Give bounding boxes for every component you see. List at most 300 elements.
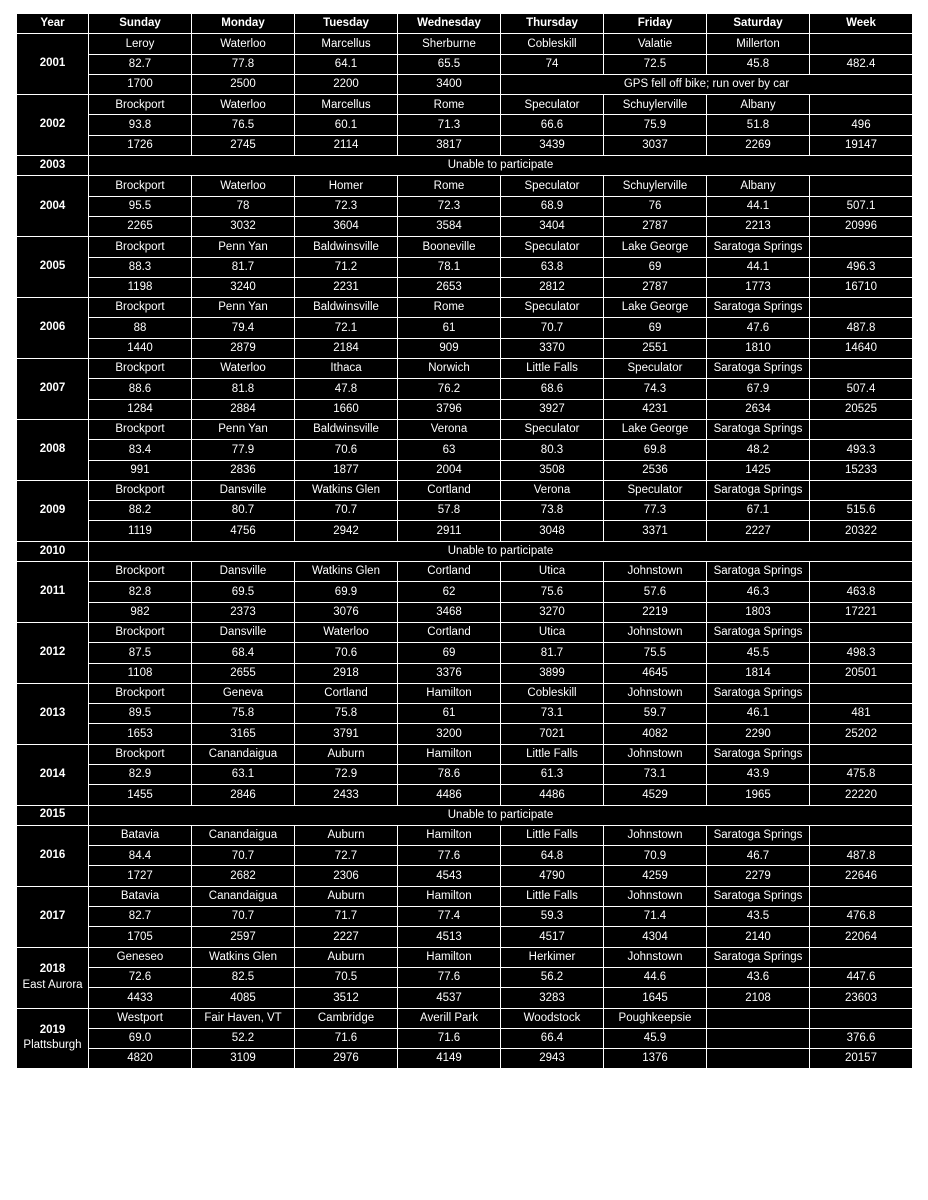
table-row — [17, 967, 913, 987]
year-cell — [17, 683, 89, 744]
climb-cell: 2976 — [295, 1049, 398, 1069]
climb-cell: 3032 — [192, 216, 295, 236]
miles-cell: 88.2 — [89, 501, 192, 521]
miles-cell: 88.6 — [89, 379, 192, 399]
climb-cell: 3370 — [501, 338, 604, 358]
climb-cell: 4537 — [398, 988, 501, 1008]
table-body — [17, 34, 913, 1069]
town-cell: Albany — [707, 95, 810, 115]
climb-cell: 2114 — [295, 135, 398, 155]
town-cell: Speculator — [501, 298, 604, 318]
week-climb-cell: 20157 — [810, 1049, 913, 1069]
table-row — [17, 907, 913, 927]
year-label: 2006 — [39, 321, 66, 334]
col-header-monday: Monday — [192, 14, 295, 34]
miles-cell: 57.8 — [398, 501, 501, 521]
climb-cell: 2634 — [707, 399, 810, 419]
miles-cell: 71.6 — [295, 1028, 398, 1048]
table-row — [17, 825, 913, 845]
year-cell — [17, 622, 89, 683]
town-cell: Saratoga Springs — [707, 562, 810, 582]
week-miles-cell: 496 — [810, 115, 913, 135]
town-cell: Lake George — [604, 298, 707, 318]
town-cell: Hamilton — [398, 825, 501, 845]
miles-cell: 69.9 — [295, 582, 398, 602]
town-cell: Saratoga Springs — [707, 683, 810, 703]
climb-cell: 1705 — [89, 927, 192, 947]
miles-cell: 70.6 — [295, 440, 398, 460]
table-row — [17, 156, 913, 176]
town-cell: Brockport — [89, 95, 192, 115]
climb-cell: 2184 — [295, 338, 398, 358]
miles-cell: 69.5 — [192, 582, 295, 602]
town-cell: Brockport — [89, 237, 192, 257]
miles-cell: 43.9 — [707, 764, 810, 784]
week-miles-cell: 496.3 — [810, 257, 913, 277]
week-miles-cell: 376.6 — [810, 1028, 913, 1048]
table-row — [17, 764, 913, 784]
week-empty-cell — [810, 34, 913, 54]
year-cell — [17, 1008, 89, 1069]
town-cell — [707, 1008, 810, 1028]
climb-cell: 1376 — [604, 1049, 707, 1069]
town-cell: Speculator — [501, 176, 604, 196]
miles-cell: 46.1 — [707, 704, 810, 724]
town-cell: Auburn — [295, 825, 398, 845]
year-cell — [17, 298, 89, 359]
town-cell: Dansville — [192, 480, 295, 500]
town-cell: Utica — [501, 562, 604, 582]
climb-cell: 4756 — [192, 521, 295, 541]
town-cell: Speculator — [501, 237, 604, 257]
climb-cell: 2433 — [295, 785, 398, 805]
miles-cell: 93.8 — [89, 115, 192, 135]
town-cell: Rome — [398, 95, 501, 115]
col-header-week: Week — [810, 14, 913, 34]
town-cell: Verona — [398, 419, 501, 439]
col-header-friday: Friday — [604, 14, 707, 34]
climb-cell: 3404 — [501, 216, 604, 236]
table-row — [17, 176, 913, 196]
climb-cell: 1455 — [89, 785, 192, 805]
miles-cell: 70.7 — [501, 318, 604, 338]
climb-cell: 4820 — [89, 1049, 192, 1069]
miles-cell: 77.6 — [398, 846, 501, 866]
town-cell: Batavia — [89, 825, 192, 845]
climb-cell: 4149 — [398, 1049, 501, 1069]
town-cell: Brockport — [89, 683, 192, 703]
town-cell: Canandaigua — [192, 886, 295, 906]
year-label: 2012 — [39, 646, 66, 659]
town-cell: Penn Yan — [192, 237, 295, 257]
climb-cell: 3200 — [398, 724, 501, 744]
climb-cell: 3439 — [501, 135, 604, 155]
miles-cell: 59.3 — [501, 907, 604, 927]
town-cell: Hamilton — [398, 683, 501, 703]
town-cell: Marcellus — [295, 34, 398, 54]
climb-cell: 3468 — [398, 602, 501, 622]
miles-cell: 45.9 — [604, 1028, 707, 1048]
year-label: 2011 — [40, 585, 65, 598]
year-cell — [17, 95, 89, 156]
town-cell: Watkins Glen — [295, 480, 398, 500]
year-label: 2008 — [39, 443, 66, 456]
year-cell — [17, 886, 89, 947]
climb-cell: 4529 — [604, 785, 707, 805]
climb-cell: 1440 — [89, 338, 192, 358]
year-label: 2017 — [39, 909, 66, 922]
miles-cell: 64.8 — [501, 846, 604, 866]
week-climb-cell: 20501 — [810, 663, 913, 683]
town-cell: Averill Park — [398, 1008, 501, 1028]
town-cell: Valatie — [604, 34, 707, 54]
table-row — [17, 440, 913, 460]
week-climb-cell: 25202 — [810, 724, 913, 744]
year-cell — [17, 744, 89, 805]
table-row — [17, 866, 913, 886]
table-row — [17, 74, 913, 94]
town-cell: Speculator — [501, 95, 604, 115]
climb-cell: 3927 — [501, 399, 604, 419]
table-row — [17, 521, 913, 541]
miles-cell: 60.1 — [295, 115, 398, 135]
week-miles-cell: 487.8 — [810, 318, 913, 338]
town-cell: Waterloo — [192, 359, 295, 379]
climb-cell: 4433 — [89, 988, 192, 1008]
table-row — [17, 622, 913, 642]
week-miles-cell: 507.1 — [810, 196, 913, 216]
miles-cell: 72.6 — [89, 967, 192, 987]
climb-cell: 3270 — [501, 602, 604, 622]
miles-cell: 77.8 — [192, 54, 295, 74]
climb-cell: 3508 — [501, 460, 604, 480]
town-cell: Johnstown — [604, 562, 707, 582]
climb-cell: 3240 — [192, 277, 295, 297]
climb-cell: 1425 — [707, 460, 810, 480]
miles-cell: 75.9 — [604, 115, 707, 135]
town-cell: Waterloo — [192, 34, 295, 54]
miles-cell: 76 — [604, 196, 707, 216]
status-note: Unable to participate — [89, 541, 913, 561]
table-row — [17, 988, 913, 1008]
table-row — [17, 886, 913, 906]
table-row — [17, 704, 913, 724]
table-row — [17, 359, 913, 379]
miles-cell: 78.1 — [398, 257, 501, 277]
miles-cell: 46.7 — [707, 846, 810, 866]
miles-cell: 71.3 — [398, 115, 501, 135]
week-miles-cell: 493.3 — [810, 440, 913, 460]
climb-cell: 3165 — [192, 724, 295, 744]
town-cell: Cortland — [398, 622, 501, 642]
miles-cell: 80.3 — [501, 440, 604, 460]
town-cell: Herkimer — [501, 947, 604, 967]
miles-cell: 66.4 — [501, 1028, 604, 1048]
year-location: East Aurora — [22, 978, 83, 991]
col-header-year: Year — [17, 14, 89, 34]
town-cell: Little Falls — [501, 359, 604, 379]
climb-cell: 3604 — [295, 216, 398, 236]
town-cell: Woodstock — [501, 1008, 604, 1028]
climb-cell: 2551 — [604, 338, 707, 358]
miles-cell: 63.1 — [192, 764, 295, 784]
miles-cell — [707, 1028, 810, 1048]
table-row — [17, 196, 913, 216]
week-miles-cell: 487.8 — [810, 846, 913, 866]
miles-cell: 82.9 — [89, 764, 192, 784]
town-cell: Cortland — [398, 480, 501, 500]
climb-cell: 2884 — [192, 399, 295, 419]
town-cell: Geneva — [192, 683, 295, 703]
town-cell: Marcellus — [295, 95, 398, 115]
miles-cell: 70.7 — [295, 501, 398, 521]
table-row — [17, 927, 913, 947]
col-header-tuesday: Tuesday — [295, 14, 398, 34]
year-label: 2002 — [39, 118, 66, 131]
town-cell: Saratoga Springs — [707, 886, 810, 906]
year-cell: 2015 — [17, 805, 89, 825]
miles-cell: 71.4 — [604, 907, 707, 927]
miles-cell: 75.6 — [501, 582, 604, 602]
town-cell: Schuylerville — [604, 176, 707, 196]
week-empty-cell — [810, 237, 913, 257]
town-cell: Penn Yan — [192, 419, 295, 439]
week-climb-cell: 20525 — [810, 399, 913, 419]
week-climb-cell: 17221 — [810, 602, 913, 622]
table-row — [17, 562, 913, 582]
miles-cell: 44.1 — [707, 257, 810, 277]
week-empty-cell — [810, 744, 913, 764]
week-empty-cell — [810, 359, 913, 379]
climb-cell: 1660 — [295, 399, 398, 419]
year-label: 2018 — [39, 963, 66, 976]
town-cell: Lake George — [604, 419, 707, 439]
miles-cell: 72.3 — [295, 196, 398, 216]
miles-cell: 70.7 — [192, 846, 295, 866]
week-empty-cell — [810, 825, 913, 845]
climb-cell: 2140 — [707, 927, 810, 947]
climb-cell: 3400 — [398, 74, 501, 94]
town-cell: Brockport — [89, 298, 192, 318]
town-cell: Rome — [398, 176, 501, 196]
climb-cell: 1653 — [89, 724, 192, 744]
week-miles-cell: 463.8 — [810, 582, 913, 602]
town-cell: Auburn — [295, 886, 398, 906]
climb-cell: 2879 — [192, 338, 295, 358]
climb-cell: 7021 — [501, 724, 604, 744]
town-cell: Saratoga Springs — [707, 419, 810, 439]
climb-cell: 2846 — [192, 785, 295, 805]
miles-cell: 70.9 — [604, 846, 707, 866]
climb-cell: 2745 — [192, 135, 295, 155]
table-row — [17, 501, 913, 521]
miles-cell: 69 — [604, 318, 707, 338]
town-cell: Johnstown — [604, 947, 707, 967]
table-row — [17, 947, 913, 967]
miles-cell: 76.5 — [192, 115, 295, 135]
climb-cell: 2108 — [707, 988, 810, 1008]
table-row — [17, 34, 913, 54]
miles-cell: 43.6 — [707, 967, 810, 987]
town-cell: Saratoga Springs — [707, 237, 810, 257]
table-row — [17, 846, 913, 866]
year-cell — [17, 237, 89, 298]
town-cell: Dansville — [192, 622, 295, 642]
table-row — [17, 298, 913, 318]
miles-cell: 75.8 — [295, 704, 398, 724]
town-cell: Dansville — [192, 562, 295, 582]
week-miles-cell: 515.6 — [810, 501, 913, 521]
climb-cell: 2787 — [604, 216, 707, 236]
town-cell: Brockport — [89, 480, 192, 500]
miles-cell: 68.6 — [501, 379, 604, 399]
table-row — [17, 582, 913, 602]
town-cell: Fair Haven, VT — [192, 1008, 295, 1028]
week-climb-cell: 15233 — [810, 460, 913, 480]
town-cell: Speculator — [604, 480, 707, 500]
town-cell: Canandaigua — [192, 825, 295, 845]
climb-cell: 4304 — [604, 927, 707, 947]
town-cell: Brockport — [89, 359, 192, 379]
town-cell: Sherburne — [398, 34, 501, 54]
table-row — [17, 602, 913, 622]
town-cell: Saratoga Springs — [707, 480, 810, 500]
miles-cell: 46.3 — [707, 582, 810, 602]
miles-cell: 62 — [398, 582, 501, 602]
status-note: Unable to participate — [89, 156, 913, 176]
town-cell: Brockport — [89, 744, 192, 764]
year-cell — [17, 947, 89, 1008]
miles-cell: 57.6 — [604, 582, 707, 602]
table-row — [17, 257, 913, 277]
town-cell: Brockport — [89, 562, 192, 582]
year-label: 2001 — [39, 57, 66, 70]
miles-cell: 64.1 — [295, 54, 398, 74]
climb-cell: 3796 — [398, 399, 501, 419]
week-empty-cell — [810, 480, 913, 500]
table-row — [17, 663, 913, 683]
climb-cell: 2219 — [604, 602, 707, 622]
miles-cell: 72.5 — [604, 54, 707, 74]
climb-cell: 2290 — [707, 724, 810, 744]
climb-cell: 1965 — [707, 785, 810, 805]
table-row — [17, 643, 913, 663]
climb-cell: 2536 — [604, 460, 707, 480]
miles-cell: 76.2 — [398, 379, 501, 399]
miles-cell: 83.4 — [89, 440, 192, 460]
town-cell: Saratoga Springs — [707, 825, 810, 845]
year-cell: 2003 — [17, 156, 89, 176]
table-row — [17, 135, 913, 155]
miles-cell: 67.1 — [707, 501, 810, 521]
town-cell: Westport — [89, 1008, 192, 1028]
week-empty-cell — [810, 947, 913, 967]
town-cell: Auburn — [295, 744, 398, 764]
miles-cell: 63.8 — [501, 257, 604, 277]
climb-cell: 1726 — [89, 135, 192, 155]
miles-cell: 82.7 — [89, 907, 192, 927]
town-cell: Johnstown — [604, 622, 707, 642]
table-row — [17, 785, 913, 805]
year-label: 2016 — [39, 849, 66, 862]
table-row — [17, 541, 913, 561]
week-climb-cell: 16710 — [810, 277, 913, 297]
climb-cell: 3037 — [604, 135, 707, 155]
climb-cell: 2911 — [398, 521, 501, 541]
climb-cell: 1119 — [89, 521, 192, 541]
town-cell: Little Falls — [501, 886, 604, 906]
town-cell: Cortland — [398, 562, 501, 582]
climb-cell: 3512 — [295, 988, 398, 1008]
town-cell: Booneville — [398, 237, 501, 257]
miles-cell: 72.7 — [295, 846, 398, 866]
town-cell: Ithaca — [295, 359, 398, 379]
week-climb-cell: 22064 — [810, 927, 913, 947]
climb-cell: 1727 — [89, 866, 192, 886]
town-cell: Cobleskill — [501, 34, 604, 54]
miles-cell: 73.1 — [501, 704, 604, 724]
town-cell: Waterloo — [295, 622, 398, 642]
week-climb-cell: 20996 — [810, 216, 913, 236]
climb-cell: 4231 — [604, 399, 707, 419]
climb-cell: 2943 — [501, 1049, 604, 1069]
miles-cell: 59.7 — [604, 704, 707, 724]
climb-cell: 4082 — [604, 724, 707, 744]
climb-cell: 3899 — [501, 663, 604, 683]
miles-cell: 80.7 — [192, 501, 295, 521]
climb-cell: 2653 — [398, 277, 501, 297]
town-cell: Auburn — [295, 947, 398, 967]
climb-cell: 1810 — [707, 338, 810, 358]
miles-cell: 47.6 — [707, 318, 810, 338]
week-climb-cell: 20322 — [810, 521, 913, 541]
town-cell: Johnstown — [604, 825, 707, 845]
table-row — [17, 1028, 913, 1048]
week-miles-cell: 482.4 — [810, 54, 913, 74]
table-row — [17, 95, 913, 115]
town-cell: Batavia — [89, 886, 192, 906]
week-miles-cell: 507.4 — [810, 379, 913, 399]
climb-cell: 982 — [89, 602, 192, 622]
miles-cell: 71.7 — [295, 907, 398, 927]
climb-cell: 1877 — [295, 460, 398, 480]
climb-cell: 4543 — [398, 866, 501, 886]
miles-cell: 81.8 — [192, 379, 295, 399]
year-label: 2013 — [39, 706, 66, 719]
climb-cell: 2597 — [192, 927, 295, 947]
town-cell: Penn Yan — [192, 298, 295, 318]
week-climb-cell: 14640 — [810, 338, 913, 358]
header-row — [17, 14, 913, 34]
climb-cell: 1198 — [89, 277, 192, 297]
climb-cell: 3584 — [398, 216, 501, 236]
climb-cell: 1700 — [89, 74, 192, 94]
climb-cell: 3109 — [192, 1049, 295, 1069]
climb-cell: 1803 — [707, 602, 810, 622]
miles-cell: 68.9 — [501, 196, 604, 216]
week-climb-cell: 22646 — [810, 866, 913, 886]
town-cell: Brockport — [89, 176, 192, 196]
climb-cell: 3371 — [604, 521, 707, 541]
climb-cell: 3791 — [295, 724, 398, 744]
town-cell: Leroy — [89, 34, 192, 54]
climb-cell: 1284 — [89, 399, 192, 419]
week-climb-cell: 22220 — [810, 785, 913, 805]
miles-cell: 45.8 — [707, 54, 810, 74]
week-empty-cell — [810, 419, 913, 439]
town-cell: Poughkeepsie — [604, 1008, 707, 1028]
climb-cell: 2227 — [295, 927, 398, 947]
